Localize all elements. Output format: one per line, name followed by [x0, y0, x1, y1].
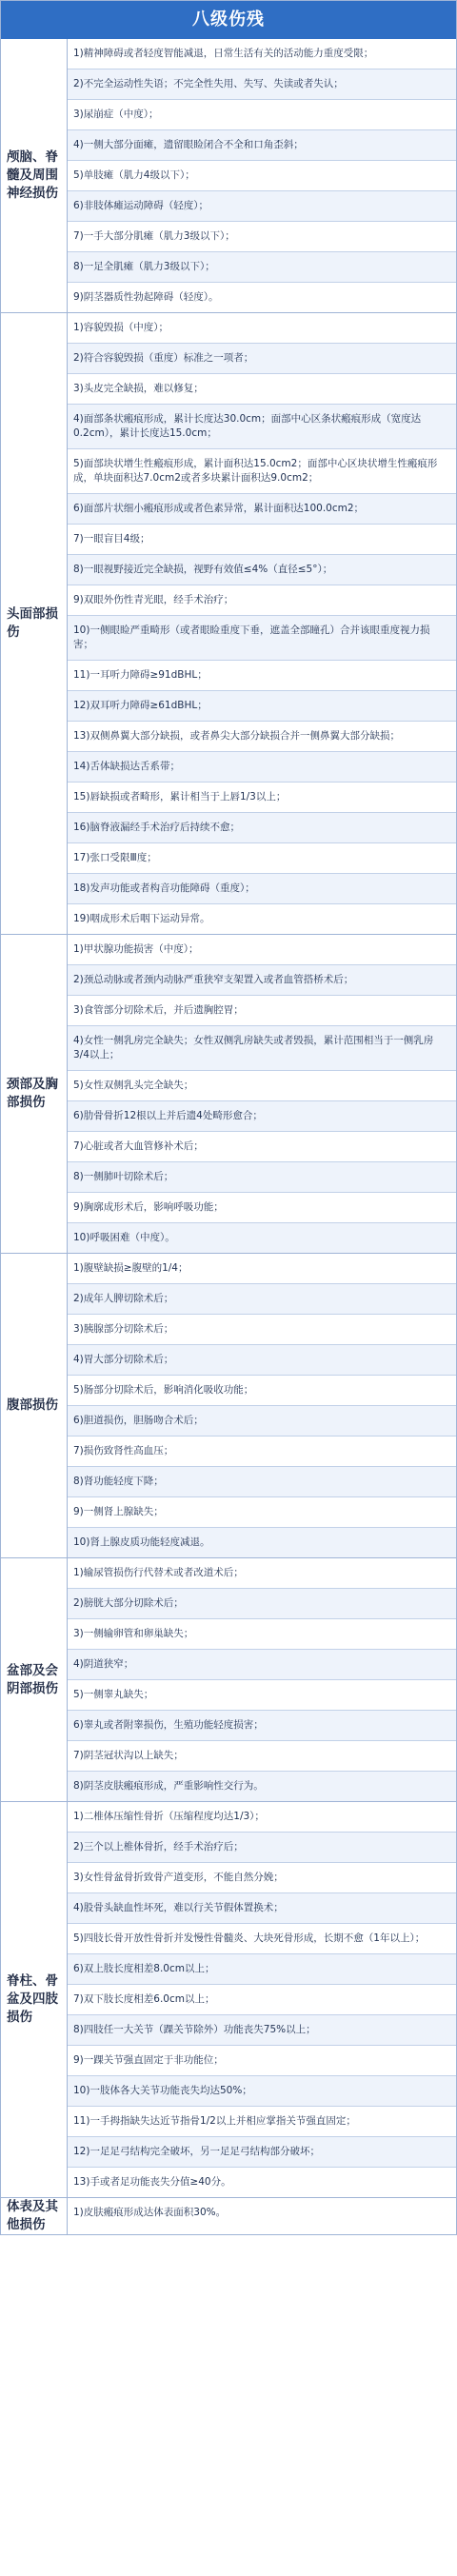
list-item: 3)头皮完全缺损，难以修复； [68, 374, 456, 405]
list-item: 1)甲状腺功能损害（中度）； [68, 935, 456, 965]
list-item: 14)舌体缺损达舌系带； [68, 752, 456, 783]
section-items [68, 1254, 456, 1557]
section-items [68, 1558, 456, 1801]
list-item: 9)双眼外伤性青光眼，经手术治疗； [68, 585, 456, 616]
list-item: 1)皮肤瘢痕形成达体表面积30%。 [73, 2207, 227, 2218]
list-item: 7)一眼盲目4级； [68, 525, 456, 555]
list-item: 8)一眼视野接近完全缺损，视野有效值≤4%（直径≤5°）； [68, 555, 456, 585]
section-category-label: 颈部及胸部损伤 [1, 935, 68, 1253]
list-item: 1)输尿管损伤行代替术或者改道术后； [68, 1558, 456, 1589]
section-items [68, 313, 456, 934]
injury-section [0, 2198, 457, 2235]
list-item: 6)双上肢长度相差8.0cm以上； [68, 1954, 456, 1985]
list-item: 4)面部条状瘢痕形成，累计长度达30.0cm；面部中心区条状瘢痕形成（宽度达0.2cm），累计长度达15.0cm； [68, 405, 456, 449]
list-item: 13)手或者足功能丧失分值≥40分。 [73, 2176, 231, 2188]
list-item: 3)食管部分切除术后，并后遗胸腔胃； [68, 996, 456, 1026]
list-item: 6)睾丸或者附睾损伤，生殖功能轻度损害； [68, 1711, 456, 1741]
injury-section [0, 1558, 457, 1802]
list-item: 12)双耳听力障碍≥61dBHL； [68, 691, 456, 722]
list-item: 6)面部片状细小瘢痕形成或者色素异常，累计面积达100.0cm2； [68, 494, 456, 525]
list-item: 6)肋骨骨折12根以上并后遗4处畸形愈合； [68, 1101, 456, 1132]
list-item: 6)胆道损伤，胆肠吻合术后； [68, 1406, 456, 1437]
list-item: 7)心脏或者大血管修补术后； [68, 1132, 456, 1162]
section-items [68, 1802, 456, 2197]
list-item: 11)一手拇指缺失达近节指骨1/2以上并相应掌指关节强直固定； [68, 2107, 456, 2137]
list-item: 3)女性骨盆骨折致骨产道变形，不能自然分娩； [68, 1863, 456, 1893]
list-item: 4)女性一侧乳房完全缺失；女性双侧乳房缺失或者毁损，累计范围相当于一侧乳房3/4以上； [68, 1026, 456, 1071]
section-items [68, 935, 456, 1253]
section-items [68, 39, 456, 312]
list-item: 4)股骨头缺血性坏死，难以行关节假体置换术； [68, 1893, 456, 1924]
section-category-label: 头面部损伤 [1, 313, 68, 934]
list-item: 4)阴道狭窄； [68, 1650, 456, 1680]
list-item: 8)阴茎皮肤瘢痕形成，严重影响性交行为。 [68, 1772, 456, 1801]
injury-section [0, 1802, 457, 2198]
list-item: 8)一侧肺叶切除术后； [68, 1162, 456, 1193]
injury-section [0, 1254, 457, 1558]
list-item: 2)膀胱大部分切除术后； [68, 1589, 456, 1619]
list-item: 17)张口受限Ⅲ度； [68, 843, 456, 874]
injury-section [0, 935, 457, 1254]
list-item: 3)胰腺部分切除术后； [68, 1315, 456, 1345]
list-item: 3)尿崩症（中度）； [68, 100, 456, 130]
injury-section [0, 313, 457, 935]
list-item: 7)一手大部分肌瘫（肌力3级以下）； [68, 222, 456, 252]
list-item: 9)阴茎器质性勃起障碍（轻度）。 [73, 291, 219, 303]
list-item: 9)一侧肾上腺缺失； [68, 1497, 456, 1528]
list-item: 1)腹壁缺损≥腹壁的1/4； [68, 1254, 456, 1284]
injury-section [0, 39, 457, 313]
table-title: 八级伤残 [0, 1, 457, 39]
section-category-label: 脊柱、骨盆及四肢损伤 [1, 1802, 68, 2197]
list-item: 18)发声功能或者构音功能障碍（重度）； [68, 874, 456, 904]
list-item: 5)单肢瘫（肌力4级以下）； [68, 161, 456, 191]
list-item: 15)唇缺损或者畸形，累计相当于上唇1/3以上； [68, 783, 456, 813]
list-item: 13)双侧鼻翼大部分缺损，或者鼻尖大部分缺损合并一侧鼻翼大部分缺损； [68, 722, 456, 752]
section-category-label: 腹部损伤 [1, 1254, 68, 1557]
list-item: 7)双下肢长度相差6.0cm以上； [68, 1985, 456, 2015]
list-item: 5)肠部分切除术后，影响消化吸收功能； [68, 1376, 456, 1406]
list-item: 10)一侧眼睑严重畸形（或者眼睑重度下垂，遮盖全部瞳孔）合并该眼重度视力损害； [68, 616, 456, 661]
list-item: 2)符合容貌毁损（重度）标准之一项者； [68, 344, 456, 374]
section-category-label: 体表及其他损伤 [1, 2198, 68, 2234]
list-item: 6)非肢体瘫运动障碍（轻度）； [68, 191, 456, 222]
list-item: 5)一侧睾丸缺失； [68, 1680, 456, 1711]
list-item: 5)四肢长骨开放性骨折并发慢性骨髓炎、大块死骨形成，长期不愈（1年以上）； [68, 1924, 456, 1954]
list-item: 3)一侧输卵管和卵巢缺失； [68, 1619, 456, 1650]
list-item: 7)阴茎冠状沟以上缺失； [68, 1741, 456, 1772]
list-item: 4)一侧大部分面瘫，遗留眼睑闭合不全和口角歪斜； [68, 130, 456, 161]
list-item: 5)面部块状增生性瘢痕形成，累计面积达15.0cm2；面部中心区块状增生性瘢痕形成，单块面积达7.0cm2或者多块累计面积达9.0cm2； [68, 449, 456, 494]
list-item: 19)咽成形术后咽下运动异常。 [73, 913, 210, 924]
list-item: 4)胃大部分切除术后； [68, 1345, 456, 1376]
list-item: 12)一足足弓结构完全破坏，另一足足弓结构部分破坏； [68, 2137, 456, 2168]
list-item: 2)颈总动脉或者颈内动脉严重狭窄支架置入或者血管搭桥术后； [68, 965, 456, 996]
list-item: 1)二椎体压缩性骨折（压缩程度均达1/3）； [68, 1802, 456, 1833]
list-item: 8)一足全肌瘫（肌力3级以下）； [68, 252, 456, 283]
section-items [68, 2198, 456, 2234]
list-item: 2)三个以上椎体骨折，经手术治疗后； [68, 1833, 456, 1863]
list-item: 10)一肢体各大关节功能丧失均达50%； [68, 2076, 456, 2107]
list-item: 10)肾上腺皮质功能轻度减退。 [68, 1528, 456, 1557]
list-item: 16)脑脊液漏经手术治疗后持续不愈； [68, 813, 456, 843]
list-item: 11)一耳听力障碍≥91dBHL； [68, 661, 456, 691]
list-item: 8)四肢任一大关节（踝关节除外）功能丧失75%以上； [68, 2015, 456, 2046]
list-item: 1)精神障碍或者轻度智能减退，日常生活有关的活动能力重度受限； [68, 39, 456, 69]
list-item: 5)女性双侧乳头完全缺失； [68, 1071, 456, 1101]
list-item: 9)一踝关节强直固定于非功能位； [68, 2046, 456, 2076]
list-item: 8)肾功能轻度下降； [68, 1467, 456, 1497]
list-item: 10)呼吸困难（中度）。 [68, 1223, 456, 1253]
list-item: 1)容貌毁损（中度）； [68, 313, 456, 344]
section-category-label: 盆部及会阴部损伤 [1, 1558, 68, 1801]
list-item: 9)胸廓成形术后，影响呼吸功能； [68, 1193, 456, 1223]
list-item: 7)损伤致肾性高血压； [68, 1437, 456, 1467]
section-category-label: 颅脑、脊髓及周围神经损伤 [1, 39, 68, 312]
list-item: 2)成年人脾切除术后； [68, 1284, 456, 1315]
list-item: 2)不完全运动性失语；不完全性失用、失写、失读或者失认； [68, 69, 456, 100]
sections-container [0, 39, 457, 2235]
